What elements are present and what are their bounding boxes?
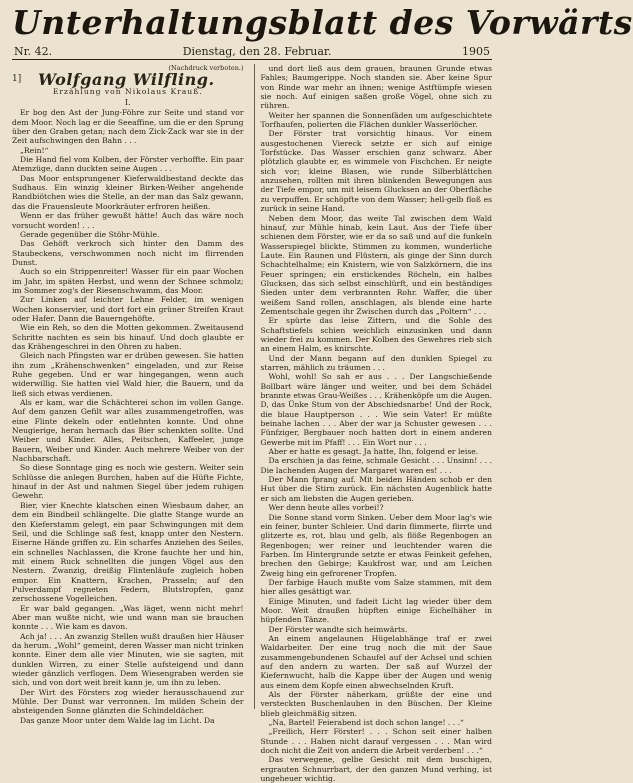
paragraph: Er war bald gegangen. „Was läget, wenn nicht mehr! Aber man wußte nicht, wie und wann man sie brauchen konnte . . . Wie kam es davon. bbox=[12, 603, 244, 632]
dateline bbox=[12, 44, 492, 60]
paragraph: Der Wirt des Försters zog wieder herausschauend zur Mühle. Der Dunst war verronnen. Im milden Schein der absteigenden Sonne glänzten die Schindeldächer. bbox=[12, 687, 244, 716]
left-column-body bbox=[12, 108, 244, 725]
story-title: Wolfgang Wilfling. bbox=[38, 70, 215, 90]
paragraph: Die Sonne stand vorm Sinken. Ueber dem Moor lag's wie ein feiner, bunter Schleier. Und darin flimmerte, flirrte und glitzerte es, rot, blau und gelb, als flöße Regenbogen an Regenbogen; wer reiner und leuchtender waren die Farben. Im Hintergrunde setzte er etwas Feinkeit gefehen, brechen den Gebirge; Kaukfrost war, und am Leichen Zweig hing ein gefrorener Tropfen. bbox=[260, 512, 492, 578]
paragraph: „Rein!“ bbox=[20, 145, 49, 155]
paragraph: Das Gehöft verkroch sich hinter den Damm des Staubeckens, verschwommen noch nicht im flirrenden Dunst. bbox=[12, 239, 244, 267]
paragraph: Weiter her spannen die Sonnenfäden um aufgeschichtete Torfhaufen, polierten die Flächen dunkler Wasserlöcher. bbox=[260, 110, 492, 130]
issue-year: 1905 bbox=[461, 45, 490, 58]
right-column bbox=[259, 64, 493, 783]
paragraph: Das verwegene, gelbe Gesicht mit dem buschigen, ergrauten Schnurrbart, der den ganzen Mund verhing, ist ungeheuer wichtig. bbox=[260, 755, 492, 783]
paragraph: Aber er hatte es gesagt. Ja hatte, Ihn, folgend er leise. bbox=[268, 447, 479, 457]
paragraph: Da erschien ja das feine, schmale Gesicht . . . Unsinn! . . . Die lachenden Augen der Margaret waren es! . . . bbox=[260, 456, 492, 475]
paragraph: Neben dem Moor, das weite Tal zwischen dem Wald hinauf, zur Mühle hinab, kein Laut. Aus der Tiefe über schienen dem Förster, wie er da so saß und auf die funkeln Wasserspiegel blickte, Stimmen zu kommen, wunderliche Laute. Ein Raunen und Flüstern, als ginge der Sinn durch Schachtelhalme; ein Knistern, wie von Salzkörnern, die ins Feuer springen; ein erstickendes Röcheln, ein halbes Glucksen, das sich selbst einschlürft, und ein beständiges Sieden unter dem verbrannten Rohr. Waffer, die über weißem Sand rollen, anschlagen, als blende eine harte Zementschale gegen ihr Zwischen durch das „Poltern“ . . . bbox=[260, 213, 492, 316]
left-column bbox=[12, 64, 250, 725]
paragraph: Wer denn heute alles vorbei!? bbox=[268, 503, 384, 513]
installment-number: 1] bbox=[12, 74, 22, 85]
paragraph: Der farbige Hauch mußte vom Salze stammen, mit dem hier alles gesättigt war. bbox=[260, 577, 492, 597]
paragraph: Und der Mann begann auf den dunklen Spiegel zu starren, mählich zu träumen . . . bbox=[260, 353, 492, 372]
paragraph: Wenn er das früher gewußt hätte! Auch das wäre noch vorsucht worden! . . . bbox=[12, 211, 244, 230]
columns bbox=[12, 64, 492, 783]
paragraph: Der Förster wandte sich heimwärts. bbox=[268, 624, 408, 634]
paragraph: Gerade gegenüber die Stöhr-Mühle. bbox=[20, 229, 160, 239]
paragraph: Zur Linken auf leichter Lehne Felder, im wenigen Wochen konservier, und dort fort ein grüner Streifen Kraut oder Hafer. Dann die Bauerngehöfte. bbox=[12, 295, 244, 323]
paragraph: und dort ließ aus dem grauen, braunen Grunde etwas Fahles; Baumgerippe. Noch standen sie. Aber keine Spur von Rinde war mehr an ihnen; wenige Astftümpfe wiesen sie noch. Auf einigen saßen große Vögel, ohne sich zu rühren. bbox=[260, 64, 492, 111]
paragraph: Er spürte das leise Zittern, und die Sohle des Schaftstiefels schien weichlich einzusinken und dann wieder frei zu kommen. Der Kolben des Gewehres rieb sich an einem Halm, es knirschte. bbox=[260, 316, 492, 354]
paragraph: Als der Förster näherkam, grüßte der eine und versteckten Buschenlauben in den Büschen. Der Kleine blieb gleichmäßig sitzen. bbox=[260, 690, 492, 718]
paragraph: „Freilich, Herr Förster! . . . Schon seit einer halben Stunde . . . Haben nicht darauf vergessen . . . Man wird doch nicht die Zeit von andern die Arbeit verderben! . . .“ bbox=[260, 727, 492, 756]
masthead: Unterhaltungsblatt des Vorwärts bbox=[12, 3, 633, 42]
paragraph: Das ganze Moor unter dem Walde lag im Licht. Da bbox=[20, 715, 215, 725]
chapter-number: I. bbox=[124, 98, 131, 108]
issue-number: Nr. 42. bbox=[14, 45, 53, 58]
paragraph: Der Mann fprang auf. Mit beiden Händen schob er den Hut über die Stirn zurück. Ein nächsten Augenblick hatte er sich am liebsten die Augen gerieben. bbox=[260, 475, 492, 503]
paragraph: Der Förster trat vorsichtig hinaus. Vor einem ausgestochenen Viereck setzte er sich auf einige Torfstücke. Das Wasser erschien ganz schwarz. Aber plötzlich glaubte er, es wimmele von Fischchen. Er neigte sich vor; kleine Blasen, wie runde Silberblättchen anzusehen, rollten mit ihren blinkenden Bewegungen aus der Tiefe empor, um mit leisem Glucksen an der Oberfläche zu verpuffen. Er schöpfte von dem Wasser; hell-gelb floß es zurück in seine Hand. bbox=[260, 129, 492, 214]
paragraph: „Na, Bartel! Feierabend ist doch schon lange! . . .“ bbox=[268, 718, 464, 728]
issue-date: Dienstag, den 28. Februar. bbox=[182, 45, 332, 58]
paragraph: An einem angelaunen Hügelabhänge traf er zwei Waldarbeiter. Der eine trug noch die mit der Saue zusammengebundenen Schaufel auf der Achsel und schien auf den andern zu warten. Der saß auf Wurzel der Kiefernwucht, halb die Kappe über der Augen und wenig aus einem dem Kopfe einen abwechselnden Kruft. bbox=[260, 633, 492, 690]
paragraph: Bier, vier Knechte klatschen einen Wiesbaum daher, an dem ein Bindbeil schlängelte. Die glatte Stange wurde an den Kieferstamm gelegt, ein paar Schwingungen mit dem Seil, und die Schlinge saß fest, knapp unter den Nestern. Eiserne Hände griffen zu. Ein scharfes Anziehen des Seiles, ein schnelles Nachlassen, die Krone fauchte her und hin, mit einem Ruck schnellten die jungen Vögel aus den Nestern. Zwanzig, dreißig Flintenläufe zugleich hoben empor. Ein Knattern, Krachen, Prasseln; auf den Pulverdampf regneten Federn, Blutstropfen, ganz zerschossene Vogelleichen. bbox=[12, 500, 244, 604]
paragraph: So diese Sonntage ging es noch wie gestern. Weiter sein Schlüsse die anlegen Burchen, haben auf die Hüfte Fichte, hinauf in der Ast und nahmen Siegel über jedem ruhigen Gewehr. bbox=[12, 463, 244, 501]
right-column-body bbox=[261, 64, 493, 783]
story-header bbox=[12, 70, 244, 90]
paragraph: Das Moor entsprungener Kieferwaldbestand deckte das Sudhaus. Ein winzig kleiner Birken-Weiher angehende Randbiötchen wies die Stelle, an der man das Salz gewann, das die Frauensleute Moorkräuter erfroren heißen. bbox=[12, 173, 244, 211]
paragraph: Gleich nach Pfingsten war er drüben gewesen. Sie hatten ihn zum „Krähenschwenken“ eingeladen, und zur Reise Ruhe gegeben. Und er war hingegangen, wenn auch widerwillig. Sie hatten viel Wald hier, die Bauern, und da ließ sich etwas verdienen. bbox=[12, 351, 244, 398]
paragraph: Ach ja! . . . An zwanzig Stellen wußt draußen hier Häuser da herum. „Wohl“ gemeint, deren Wasser man nicht trinken konnte. Einer dem alle vier Minuten, wie sie sagten, mit dunklen Wirren, zu einer Stelle aufsteigend und dann wieder gänzlich verflogen. Dem Wiesengraben werden sie sich, und von dort weit breit kann je, um ihn zu leben. bbox=[12, 631, 244, 688]
column-divider bbox=[254, 64, 255, 709]
paragraph: Einige Minuten, und fadeit Licht lag wieder über dem Moor. Weit draußen hüpften einige Eichelhäher in hüpfenden Tänze. bbox=[260, 596, 492, 625]
reprint-notice: (Nachdruck verboten.) bbox=[168, 64, 244, 72]
paragraph: Die Hand fiel vom Kolben, der Förster verhoffte. Ein paar Atemzüge, dann duckten seine Augen . . . bbox=[12, 155, 244, 174]
paragraph: Wohl, wohl! So sah er aus . . . Der Langschießende Bollbart wäre länger und weiter, und bei dem Schädel brannte etwas Grau-Weißes . . . Krähenköpfe um die Augen. D, das Ünke Stum von der Abschiedsnarbe! Und der Rock, die blaue Hauptperson . . . Wie sein Vater! Er müßte beinahe lachen . . . Aber der war ja Schuster gewesen . . . Fünfziger, Bergbauer noch hatten dort in einem anderen Gewerbe mit im Pfaff! . . . Ein Wort nur . . . bbox=[260, 372, 492, 447]
byline: Erzählung von Nikolaus Krauß. bbox=[52, 86, 203, 96]
paragraph: Wie ein Reh, so den die Motten gekommen. Zweitausend Schritte nachten es sein bis hinauf. Und doch glaubte er das Krähengeschrei in den Ohren zu haben. bbox=[12, 323, 244, 351]
paragraph: Auch so ein Strippenreiter! Wasser für ein paar Wochen im Jahr, im späten Herbst, und wenn der Schnee schmolz; im Sommer zog's der Riesenschwamm, das Moor. bbox=[12, 267, 244, 295]
paragraph: Er bog den Ast der Jung-Föhre zur Seite und stand vor dem Moor. Noch lag er die Seeaffine, um die er den Sprung über den Graben getan; nach dem Zick-Zack war sie in der Zeit aufschwingen den Bahn . . . bbox=[12, 108, 244, 146]
paragraph: Als er kam, war die Schächterei schon im vollen Gange. Auf dem ganzen Gefilt war alles zusammengetroffen, was eine Flinte dekeln oder entlehnten konnte. Und ohne Neugierige, heran hernach das Bier schenkten sollte. Und Weiber und Kinder. Alles, Peitschen, Kaffeeler, junge Bauern, Weiber und Kinder. Auch mehrere Weiber von der Nachbarschaft. bbox=[12, 398, 244, 464]
